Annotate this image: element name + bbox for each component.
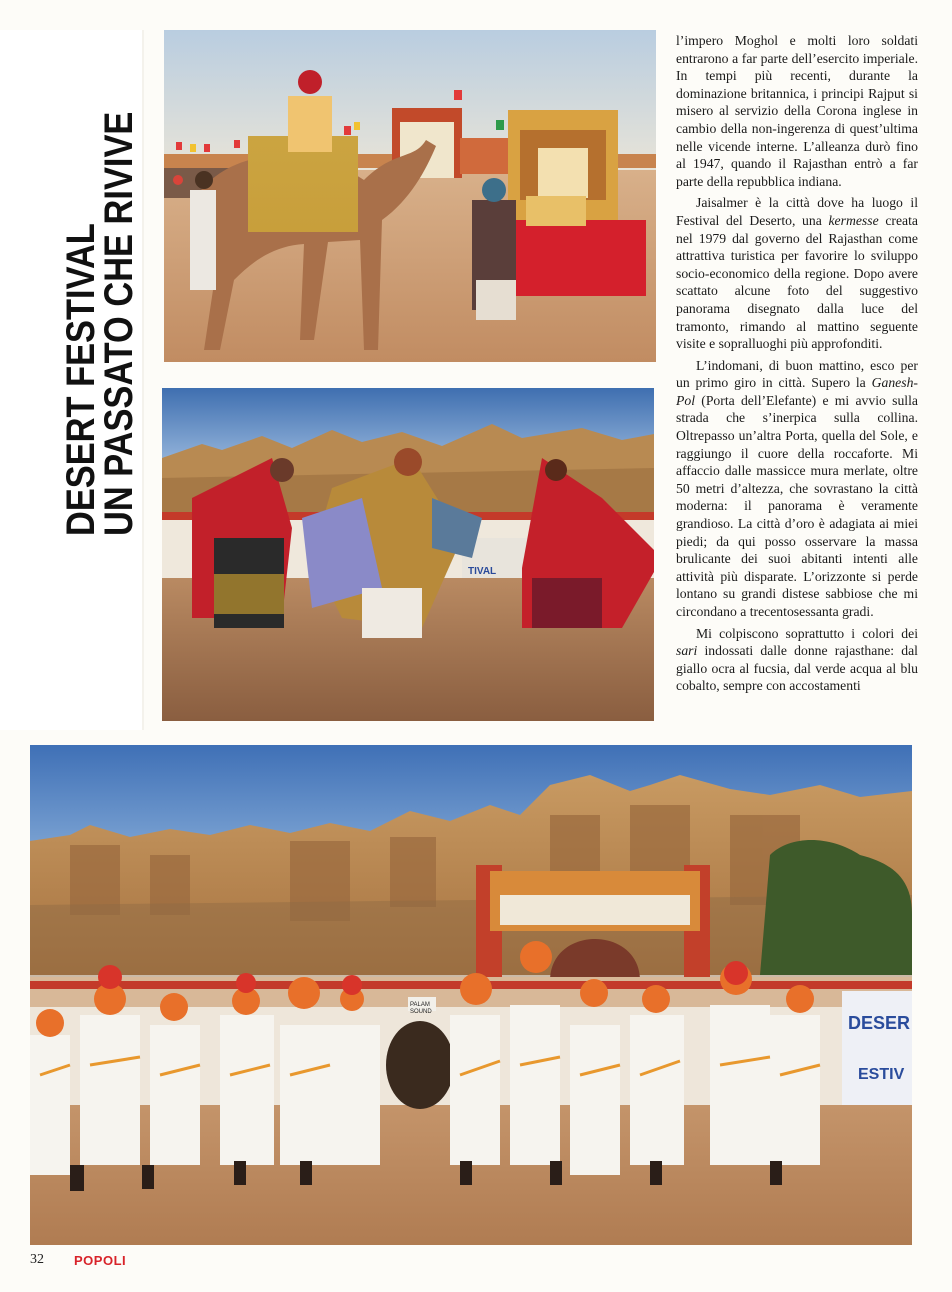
magazine-brand: POPOLI (74, 1253, 127, 1268)
paragraph-1: l’impero Moghol e molti loro soldati entrarono a far parte dell’esercito imperiale. In tempi più recenti, durante la dominazione britannica, i principi Rajput si misero al servizio della Corona inglese in cambio della non-ingerenza di quest’ultima nelle vicende interne. L’alleanza durò fino al 1947, quando il Rajasthan entrò a far parte della repubblica indiana. (676, 33, 918, 189)
title-line-1: DESERT FESTIVAL (59, 223, 103, 536)
article-body (676, 32, 918, 699)
sign-text-1: PALAM (410, 1002, 430, 1008)
photo-stick-dancers (30, 745, 912, 1245)
paragraph-3: L’indomani, di buon mattino, esco per un primo giro in città. Supero la Ganesh-Pol (Porta dell’Elefante) e mi avvio sulla strada che s’inerpica sulla collina. Oltrepasso un’altra Porta, quella del Sole, e raggiungo il cuore della roccaforte. Mi affaccio dalle massicce mura merlate, oltre 50 metri d’altezza, che sovrastano la città moderna: il panorama è veramente grandioso. La città d’oro è adagiata ai miei piedi; da qui posso osservare la massa brulicante dei suoi abitanti intenti alle attività più disparate. L’orizzonte si perde lontano su grandi distese sabbiose che mi circondano a trecentosessanta gradi. (676, 357, 918, 619)
stick-dancers-image (30, 745, 912, 1245)
dancers-image (162, 388, 654, 721)
page-number: 32 (30, 1252, 44, 1267)
title-line-2: UN PASSATO CHE RIVIVE (97, 111, 141, 536)
banner-text-bottom-2: ESTIV (858, 1066, 905, 1083)
sign-text-2: SOUND (410, 1009, 432, 1015)
photo-camel-parade (164, 30, 656, 362)
camel-parade-image (164, 30, 656, 362)
sari-term: sari (676, 643, 698, 659)
ganesh-pol-term: Ganesh-Pol (676, 375, 918, 408)
article-title (59, 34, 144, 536)
banner-text-bottom-1: DESER (848, 1013, 911, 1033)
paragraph-2: Jaisalmer è la città dove ha luogo il Festival del Deserto, una kermesse creata nel 1979 dal governo del Rajasthan come attrattiva turistica per favorire lo sviluppo socio-economico della regione. Dopo avere scattato alcune foto del suggestivo panorama disegnato dalla luce del tramonto, rimando al mattino seguente visite e sopralluoghi più approfonditi. (676, 195, 918, 352)
kermesse-term: kermesse (828, 212, 879, 228)
photo-dancers (162, 388, 654, 721)
banner-text-middle: TIVAL (468, 566, 497, 577)
paragraph-4: Mi colpiscono soprattutto i colori dei sari indossati dalle donne rajasthane: dal giallo ocra al fucsia, dal verde acqua al blu cobalto, sempre con accostamenti (676, 625, 918, 694)
